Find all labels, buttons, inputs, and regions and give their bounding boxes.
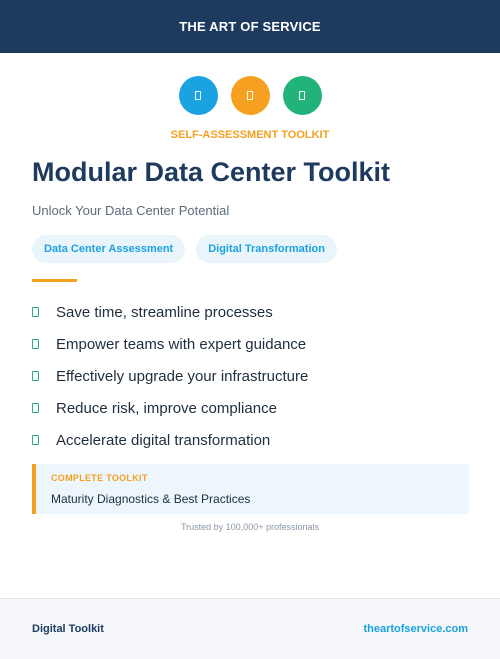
page-subtitle: Unlock Your Data Center Potential	[32, 203, 230, 218]
website-link[interactable]: theartofservice.com	[363, 623, 468, 635]
tag-data-center-assessment[interactable]: Data Center Assessment	[32, 235, 185, 263]
check-icon	[32, 435, 39, 445]
check-icon	[32, 403, 39, 413]
benefit-item	[32, 328, 308, 360]
icon-row	[0, 76, 500, 115]
benefit-label: Accelerate digital transformation	[56, 431, 271, 449]
check-icon	[32, 339, 39, 349]
benefit-item	[32, 424, 308, 456]
toolkit-kicker: SELF-ASSESSMENT TOOLKIT	[170, 129, 330, 141]
benefit-item	[32, 392, 308, 424]
footer-label: Digital Toolkit	[32, 623, 104, 635]
check-icon	[32, 371, 39, 381]
benefit-item	[32, 360, 308, 392]
page-title: Modular Data Center Toolkit	[32, 157, 391, 187]
benefit-label: Effectively upgrade your infrastructure	[56, 367, 309, 385]
benefit-label: Save time, streamline processes	[56, 303, 273, 321]
accent-divider	[32, 279, 77, 282]
check-icon	[32, 307, 39, 317]
tag-digital-transformation[interactable]: Digital Transformation	[196, 235, 337, 263]
callout-kicker: COMPLETE TOOLKIT	[51, 473, 148, 483]
trust-note: Trusted by 100,000+ professionals	[180, 522, 319, 532]
document-icon	[179, 76, 218, 115]
benefit-label: Empower teams with expert guidance	[56, 335, 307, 353]
brand-name: THE ART OF SERVICE	[179, 19, 321, 34]
document-icon	[231, 76, 270, 115]
tag-list	[32, 235, 337, 263]
benefit-item	[32, 296, 308, 328]
benefit-label: Reduce risk, improve compliance	[56, 399, 277, 417]
benefit-list	[32, 296, 308, 456]
complete-toolkit-callout	[32, 464, 469, 514]
document-icon	[283, 76, 322, 115]
footer-bar	[0, 598, 500, 659]
header-bar	[0, 0, 500, 53]
callout-text: Maturity Diagnostics & Best Practices	[51, 492, 251, 506]
